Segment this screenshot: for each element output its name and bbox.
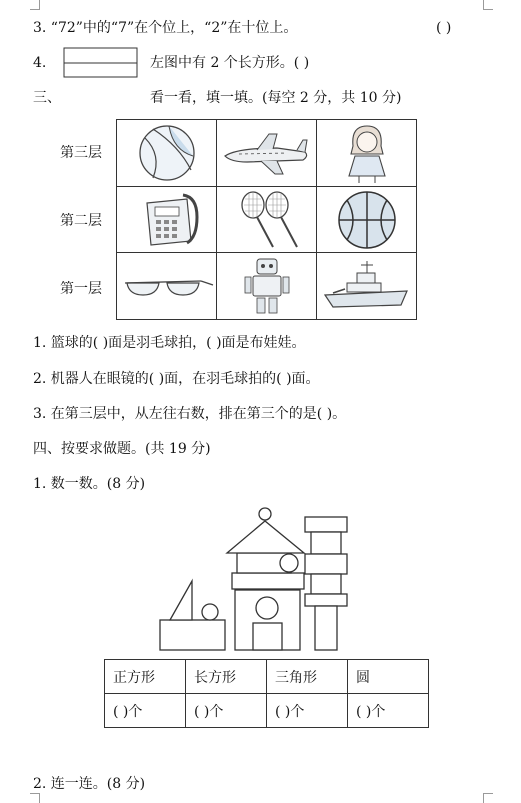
- shelf-row-label-1: 第一层: [60, 281, 102, 297]
- page-corner-mark: [483, 0, 493, 10]
- airplane-icon: [217, 120, 317, 187]
- shelf-cell: [117, 253, 217, 319]
- answer-triangle-count[interactable]: ( )个: [267, 694, 348, 728]
- shelf-cell: [117, 120, 217, 187]
- ship-icon: [317, 253, 416, 319]
- shelf-cell: [217, 120, 317, 187]
- page-corner-mark: [30, 793, 40, 803]
- shelf-cell: [117, 187, 217, 253]
- shelf-grid: [116, 119, 417, 320]
- rectangle-figure: [63, 47, 139, 79]
- answer-rectangle-count[interactable]: ( )个: [186, 694, 267, 728]
- shape-count-table: [104, 659, 429, 728]
- glasses-icon: [117, 253, 217, 319]
- table-answer-row: [105, 694, 429, 728]
- table-header-row: [105, 660, 429, 694]
- header-rectangle: 长方形: [186, 660, 267, 694]
- section-4-question-1: 1. 数一数。(8 分): [33, 476, 146, 492]
- shelf-cell: [317, 120, 416, 187]
- shelf-cell: [317, 187, 416, 253]
- section-3-question-1: 1. 篮球的( )面是羽毛球拍，( )面是布娃娃。: [33, 335, 306, 351]
- answer-square-count[interactable]: ( )个: [105, 694, 186, 728]
- robot-icon: [217, 253, 317, 319]
- section-3-number: 三、: [33, 90, 61, 106]
- question-4-number: 4.: [33, 55, 47, 71]
- section-4-title: 四、按要求做题。(共 19 分): [33, 441, 211, 457]
- badminton-rackets-icon: [217, 187, 317, 253]
- beach-ball-icon: [117, 120, 217, 187]
- question-4-statement: 左图中有 2 个长方形。( ): [150, 55, 310, 71]
- doll-icon: [317, 120, 416, 187]
- header-square: 正方形: [105, 660, 186, 694]
- section-3-question-2: 2. 机器人在眼镜的( )面，在羽毛球拍的( )面。: [33, 371, 320, 387]
- question-3-statement: 3. “72”中的“7”在个位上，“2”在十位上。: [33, 20, 298, 36]
- telephone-icon: [117, 187, 217, 253]
- shapes-figure: [155, 505, 355, 655]
- section-4-question-2: 2. 连一连。(8 分): [33, 776, 146, 792]
- shelf-cell: [217, 253, 317, 319]
- page-corner-mark: [483, 793, 493, 803]
- shelf-cell: [217, 187, 317, 253]
- section-3-title: 看一看，填一填。(每空 2 分，共 10 分): [150, 90, 402, 106]
- answer-circle-count[interactable]: ( )个: [348, 694, 429, 728]
- header-circle: 圆: [348, 660, 429, 694]
- shelf-row-label-3: 第三层: [60, 145, 102, 161]
- question-3-answer-paren: ( ): [436, 20, 452, 36]
- shelf-row-label-2: 第二层: [60, 213, 102, 229]
- page-corner-mark: [30, 0, 40, 10]
- shelf-cell: [317, 253, 416, 319]
- section-3-question-3: 3. 在第三层中，从左往右数，排在第三个的是( )。: [33, 406, 347, 422]
- basketball-icon: [317, 187, 416, 253]
- header-triangle: 三角形: [267, 660, 348, 694]
